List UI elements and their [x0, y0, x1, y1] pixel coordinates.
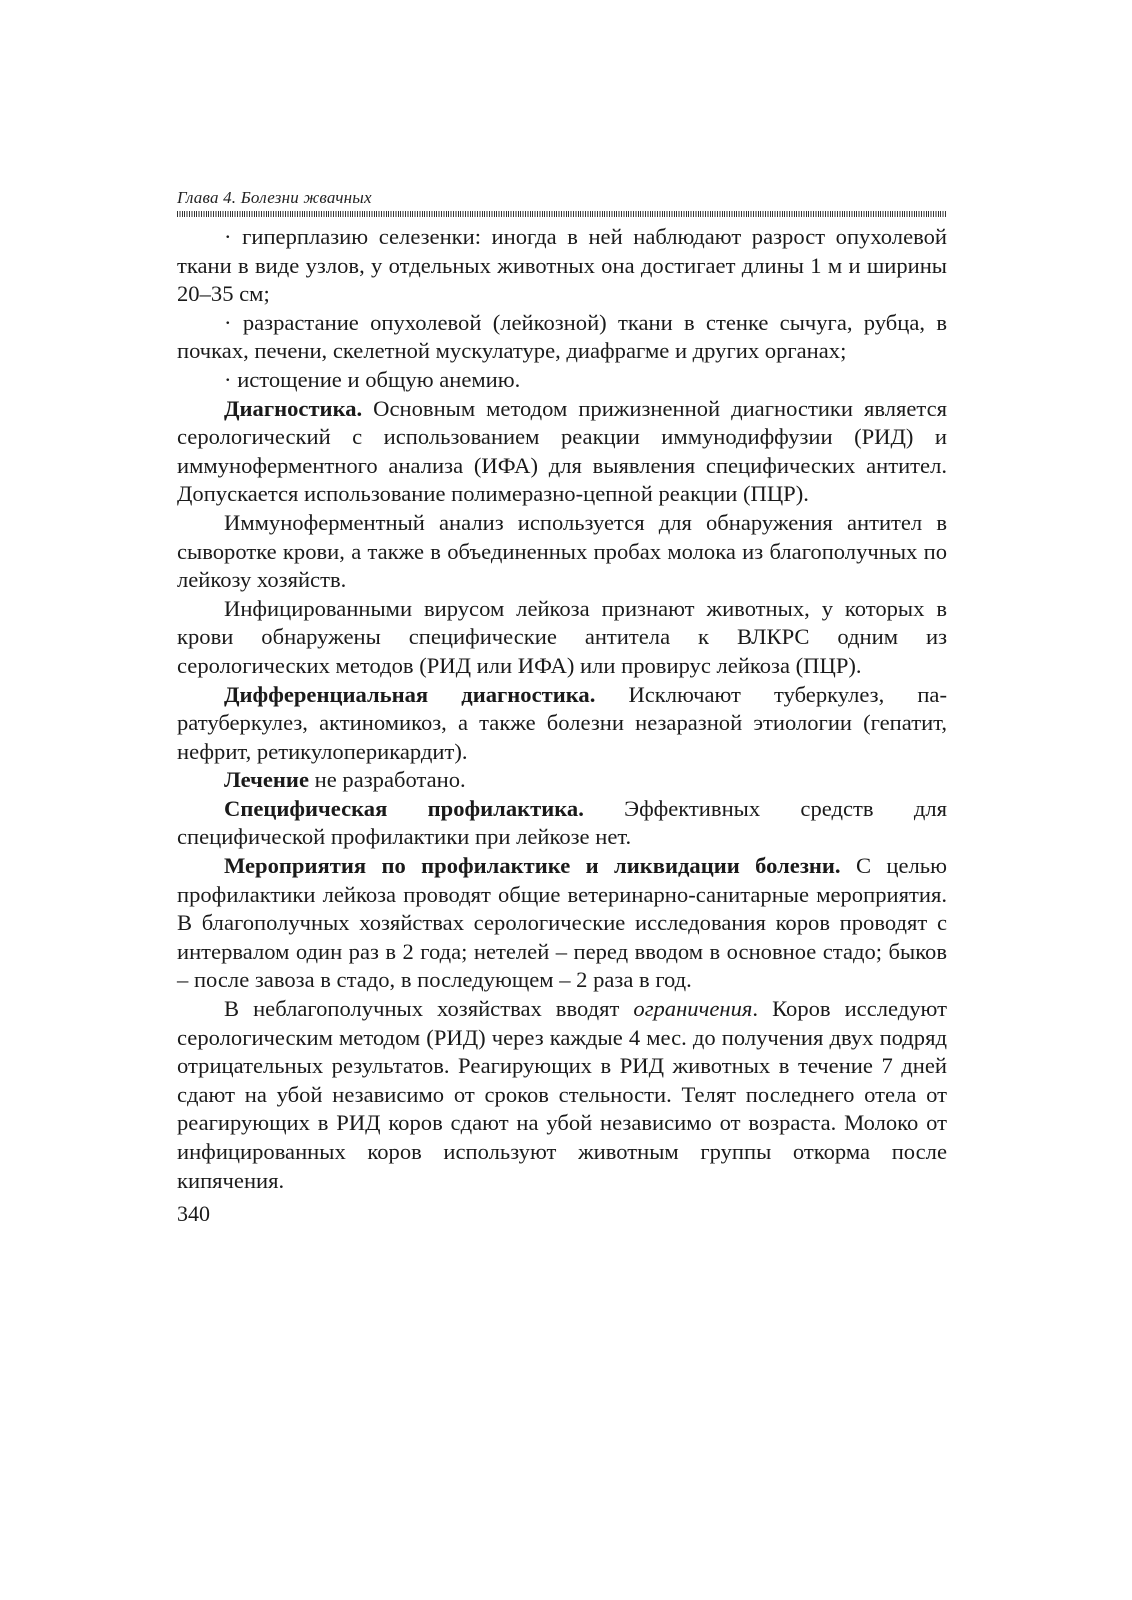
specific-prophylaxis-paragraph: [177, 795, 947, 852]
diagnostics-text: Основным методом прижизненной диагностики является серологический с использованием реакции иммунодиффузии (РИД) и иммуноферментного анализа (ИФА) для выявления специфических антител. Допускается использование полимеразно-цепной реакции (ПЦР).: [177, 395, 947, 507]
bullet-marker: ·: [224, 309, 232, 335]
restrictions-paragraph: [177, 995, 947, 1195]
treatment-heading: Лечение: [224, 767, 309, 793]
restrictions-text: . Коров исследуют серологическим методом (РИД) через каждые 4 мес. до получения двух подряд отрицательных результатов. Реагирующих в РИД животных в течение 7 дней сдают на убой независимо от сроков стельности. Телят последнего отела от реагирующих в РИД коров сдают на убой независимо от возраста. Молоко от инфицированных коров используют животным группы откорма после кипячения.: [177, 996, 947, 1193]
bullet-text: гиперплазию селезенки: иногда в ней наблюдают разрост опухолевой ткани в виде узлов, у отдельных животных она достигает длины 1 м и ширины 20–35 см;: [177, 224, 947, 307]
treatment-text: не разработано.: [308, 767, 466, 793]
bullet-text: разрастание опухолевой (лейкозной) ткани в стенке сычуга, рубца, в почках, печени, скелетной мускулатуре, диафрагме и других органах;: [177, 309, 947, 364]
diagnostics-paragraph: [177, 395, 947, 509]
bullet-item: [177, 309, 947, 366]
measures-heading: Мероприятия по профилактике и ликвидации болезни.: [224, 853, 841, 879]
bullet-item: [177, 223, 947, 309]
differential-paragraph: [177, 681, 947, 767]
measures-text: С целью профилактики лейкоза проводят общие ветеринарно-санитарные мероприятия. В благополучных хозяйствах серологические исследования коров проводят с интервалом один раз в 2 года; нетелей – перед вводом в основное стадо; быков – после завоза в стадо, в последующем – 2 раза в год.: [177, 853, 947, 993]
diagnostics-heading: Диагностика.: [224, 395, 363, 421]
bullet-item: [177, 366, 947, 395]
measures-paragraph: [177, 852, 947, 995]
specific-prophylaxis-heading: Специфическая профилактика.: [224, 795, 584, 821]
bullet-marker: ·: [224, 366, 232, 392]
page-number: 340: [177, 1201, 210, 1227]
running-head: Глава 4. Болезни жвачных: [177, 188, 372, 207]
body-text: [177, 223, 947, 1195]
bullet-marker: ·: [224, 224, 232, 249]
book-page: [177, 188, 947, 1229]
infected-paragraph: Инфицированными вирусом лейкоза признают животных, у которых в крови обнаружены специфические антитела к ВЛКРС одним из серологических методов (РИД или ИФА) или провирус лейкоза (ПЦР).: [177, 595, 947, 678]
restrictions-emphasis: ограничения: [633, 996, 753, 1022]
differential-heading: Дифференциальная диагностика.: [224, 681, 596, 707]
treatment-paragraph: [177, 766, 947, 795]
restrictions-lead: В неблагополучных хозяйствах вводят: [224, 996, 634, 1022]
ifa-paragraph: Иммуноферментный анализ используется для обнаружения антител в сыворотке крови, а также в объединенных пробах молока из благополучных по лейкозу хозяйств.: [177, 509, 947, 593]
differential-text: Исключают туберкулез, паратуберкулез, актиномикоз, а также болезни незаразной этиологии (гепатит, нефрит, ретикулоперикардит).: [177, 681, 947, 764]
header-rule: [177, 211, 947, 217]
specific-prophylaxis-text: Эффективных средств для специфической профилактики при лейкозе нет.: [177, 795, 947, 850]
bullet-text: истощение и общую анемию.: [237, 366, 521, 392]
